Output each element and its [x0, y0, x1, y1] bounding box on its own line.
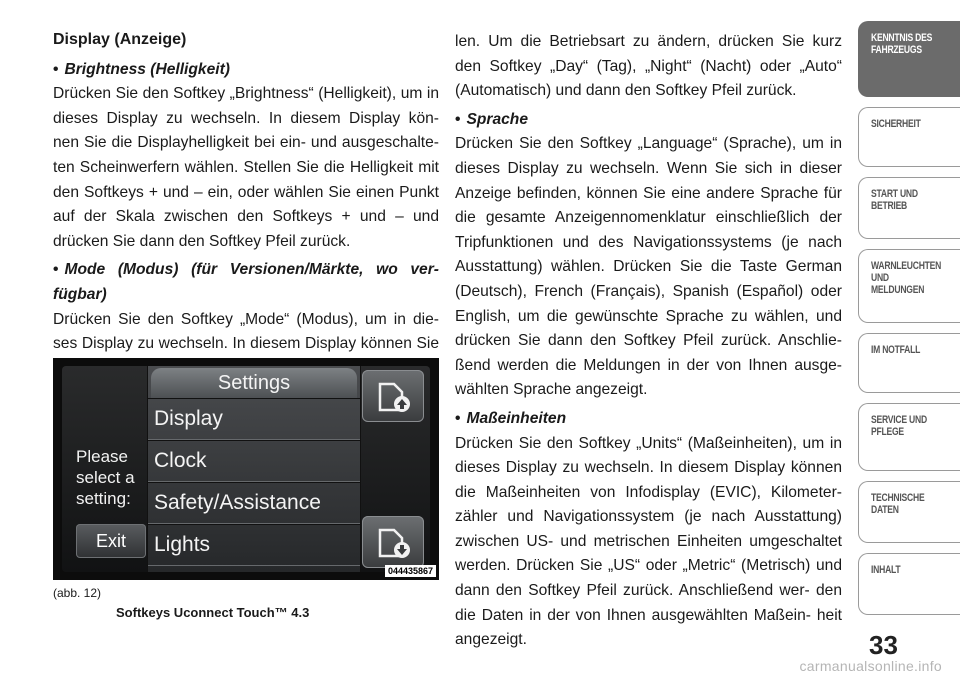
figure-reference: (abb. 12): [53, 586, 102, 600]
masseinheiten-paragraph: Drücken Sie den Softkey „Units“ (Maßeinheiten), um in dieses Display zu wechseln. In diesem Display können die Maßeinheiten von Infodisplay (EVIC), Kilometer- zähler und Navigationssystem (je nach Ausstattung) zwischen US- und metrischen Einheiten umgeschaltet werden. Drücken Sie „US“ oder „Metric“ (Metrisch) und dann den Softkey Pfeil zurück. Anschließend wer- den die Daten in der von Ihnen ausgewählten Maßein- heit angezeigt.: [455, 434, 842, 649]
figure-caption: Softkeys Uconnect Touch™ 4.3: [116, 605, 310, 620]
tab-inhalt[interactable]: INHALT: [858, 553, 960, 615]
settings-item-display: Display: [148, 398, 360, 440]
page-down-softkey: [362, 516, 424, 568]
chapter-tabs: [858, 21, 960, 625]
settings-item-clock: Clock: [148, 440, 360, 482]
screen-prompt: Please select a setting:: [76, 447, 135, 508]
section-heading: Display (Anzeige): [53, 31, 187, 48]
left-column: [53, 28, 439, 381]
bullet-icon: •: [455, 110, 461, 128]
mode-subheading: • Mode (Modus) (für Versionen/Märkte, wo ver- fügbar): [53, 261, 439, 303]
masseinheiten-subheading: • Maßeinheiten: [455, 409, 567, 427]
brightness-subheading: • Brightness (Helligkeit): [53, 60, 230, 78]
settings-item-safety: Safety/Assistance: [148, 482, 360, 524]
right-column: [455, 30, 842, 653]
settings-item-lights: Lights: [148, 524, 360, 566]
tab-kenntnis[interactable]: KENNTNIS DES FAHRZEUGS: [858, 21, 960, 97]
tab-sicherheit[interactable]: SICHERHEIT: [858, 107, 960, 167]
settings-title: Settings: [151, 368, 357, 398]
mode-paragraph: Drücken Sie den Softkey „Mode“ (Modus), um in die- ses Display zu wechseln. In diesem Display können Sie: [53, 310, 439, 353]
exit-button: Exit: [76, 524, 146, 558]
settings-list: [147, 366, 361, 572]
image-code: 044435867: [385, 565, 436, 577]
page-number: 33: [869, 630, 898, 660]
sprache-paragraph: Drücken Sie den Softkey „Language“ (Sprache), um in dieses Display zu wechseln. Wenn Sie sich in dieser Anzeige befinden, können Sie eine andere Sprache für die gesamte Anzeigennomenklatur einschließlich der Tripfunktionen und des Navigationssystems (je nach Ausstattung) wählen. Drücken Sie die Taste German (Deutsch), French (Français), Spanish (Español) oder English, um die gewünschte Sprache zu wählen, und drücken Sie dann den Softkey Pfeil zurück. Anschlie- ßend werden die Meldungen in der von Ihnen ausge- wählten Sprache angezeigt.: [455, 135, 842, 399]
tab-warnleuchten[interactable]: WARNLEUCHTEN UND MELDUNGEN: [858, 249, 960, 323]
tab-service-pflege[interactable]: SERVICE UND PFLEGE: [858, 403, 960, 471]
bullet-icon: •: [53, 60, 59, 78]
mode-continuation-paragraph: len. Um die Betriebsart zu ändern, drücken Sie kurz den Softkey „Day“ (Tag), „Night“ (Nacht) oder „Auto“ (Automatisch) und dann den Softkey Pfeil zurück.: [455, 33, 842, 100]
sprache-subheading: • Sprache: [455, 110, 529, 128]
tab-technische-daten[interactable]: TECHNISCHE DATEN: [858, 481, 960, 543]
page-arrow-down-icon: [374, 524, 412, 560]
bullet-icon: •: [455, 409, 461, 427]
tab-start-betrieb[interactable]: START UND BETRIEB: [858, 177, 960, 239]
screen-panel: [62, 366, 430, 572]
page-arrow-up-icon: [374, 378, 412, 414]
watermark: carmanualsonline.info: [799, 658, 942, 674]
bullet-icon: •: [53, 261, 59, 279]
tab-im-notfall[interactable]: IM NOTFALL: [858, 333, 960, 393]
page-up-softkey: [362, 370, 424, 422]
uconnect-screen-image: [53, 358, 439, 580]
brightness-paragraph: Drücken Sie den Softkey „Brightness“ (Helligkeit), um in dieses Display zu wechseln. In diesem Display kön- nen Sie die Displayhelligkeit bei ein- und ausgeschalte- ten Scheinwerfern wählen. Stellen Sie die Helligkeit mit den Softkeys + und – ein, oder wählen Sie einen Punkt auf der Skala zwischen den Softkeys + und – und drücken Sie dann den Softkey Pfeil zurück.: [53, 85, 439, 250]
